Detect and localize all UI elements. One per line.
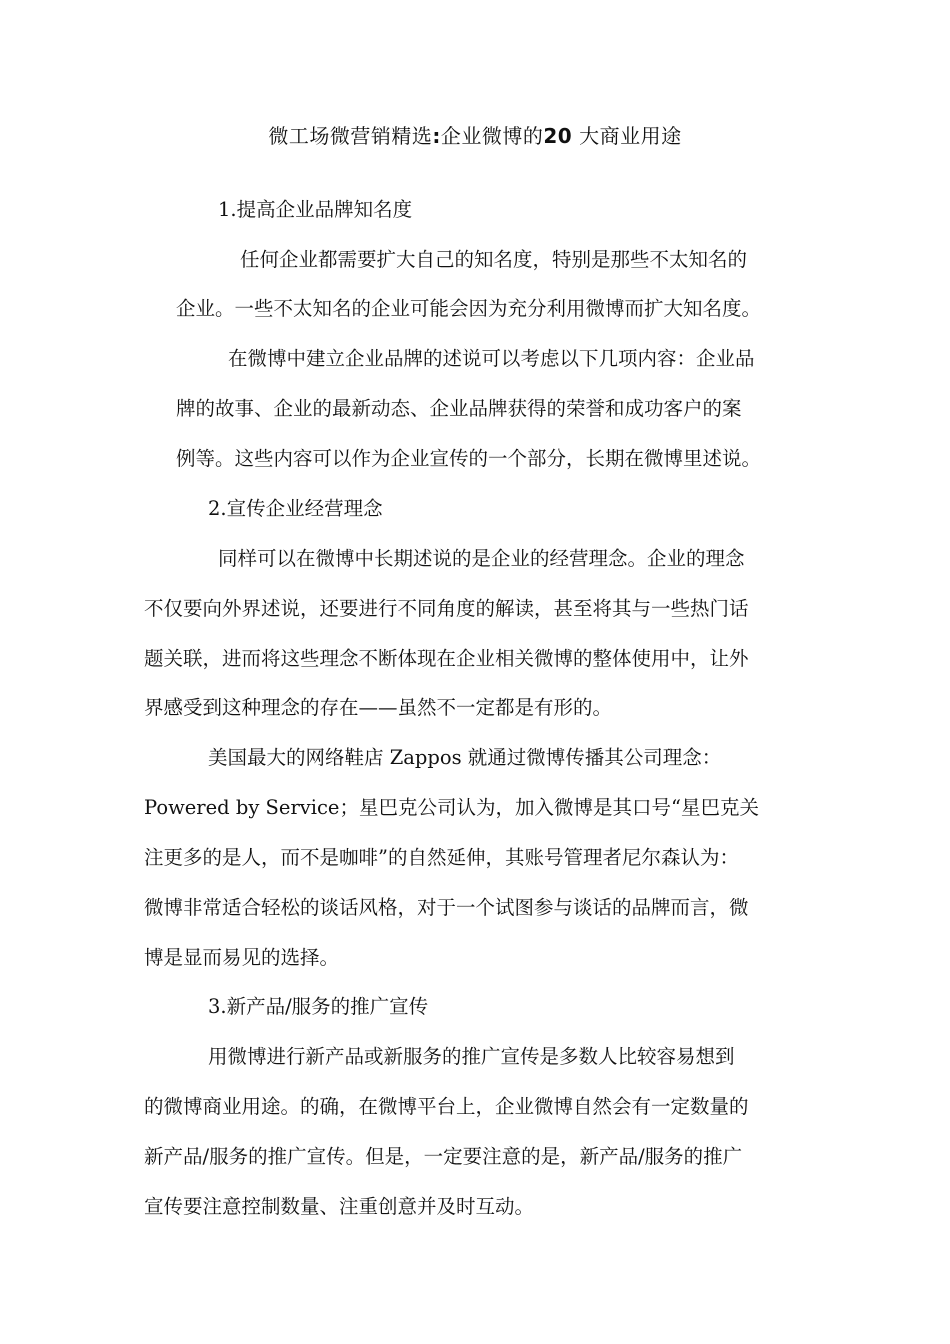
document-title (0, 120, 950, 149)
paragraph-line: 在微博中建立企业品牌的述说可以考虑以下几项内容：企业品 (228, 347, 755, 370)
paragraph-line: 例等。这些内容可以作为企业宣传的一个部分，长期在微博里述说。 (176, 447, 762, 470)
paragraph-line: 博是显而易见的选择。 (144, 946, 340, 969)
paragraph-line: 不仅要向外界述说，还要进行不同角度的解读，甚至将其与一些热门话 (144, 597, 749, 620)
paragraph-line: 企业。一些不太知名的企业可能会因为充分利用微博而扩大知名度。 (176, 297, 762, 320)
paragraph-line: 微博非常适合轻松的谈话风格，对于一个试图参与谈话的品牌而言，微 (144, 896, 749, 919)
paragraph-line: 新产品/服务的推广宣传。但是，一定要注意的是，新产品/服务的推广 (144, 1145, 743, 1168)
paragraph-line: 宣传要注意控制数量、注重创意并及时互动。 (144, 1195, 535, 1218)
paragraph-line: 用微博进行新产品或新服务的推广宣传是多数人比较容易想到 (208, 1045, 735, 1068)
paragraph-line: 注更多的是人，而不是咖啡”的自然延伸，其账号管理者尼尔森认为： (144, 846, 739, 869)
paragraph-line: 美国最大的网络鞋店 Zappos 就通过微博传播其公司理念： (208, 746, 722, 769)
paragraph-line: 界感受到这种理念的存在——虽然不一定都是有形的。 (144, 696, 613, 719)
paragraph-line: 任何企业都需要扩大自己的知名度，特别是那些不太知名的 (240, 248, 748, 271)
paragraph-line: 同样可以在微博中长期述说的是企业的经营理念。企业的理念 (218, 547, 745, 570)
section-heading-1: 1.提高企业品牌知名度 (218, 198, 413, 221)
section-heading-3: 3.新产品/服务的推广宣传 (208, 995, 429, 1018)
title-prefix: 微工场微营销精选 (268, 124, 433, 148)
section-heading-2: 2.宣传企业经营理念 (208, 497, 383, 520)
title-number: 20 (543, 124, 573, 148)
paragraph-line: 题关联，进而将这些理念不断体现在企业相关微博的整体使用中，让外 (144, 647, 749, 670)
paragraph-line: 牌的故事、企业的最新动态、企业品牌获得的荣誉和成功客户的案 (176, 397, 742, 420)
title-mid: 企业微博的 (440, 124, 544, 148)
title-colon: : (432, 124, 441, 148)
title-suffix: 大商业用途 (572, 124, 682, 148)
paragraph-line: Powered by Service；星巴克公司认为，加入微博是其口号“星巴克关 (144, 796, 759, 819)
paragraph-line: 的微博商业用途。的确，在微博平台上，企业微博自然会有一定数量的 (144, 1095, 749, 1118)
